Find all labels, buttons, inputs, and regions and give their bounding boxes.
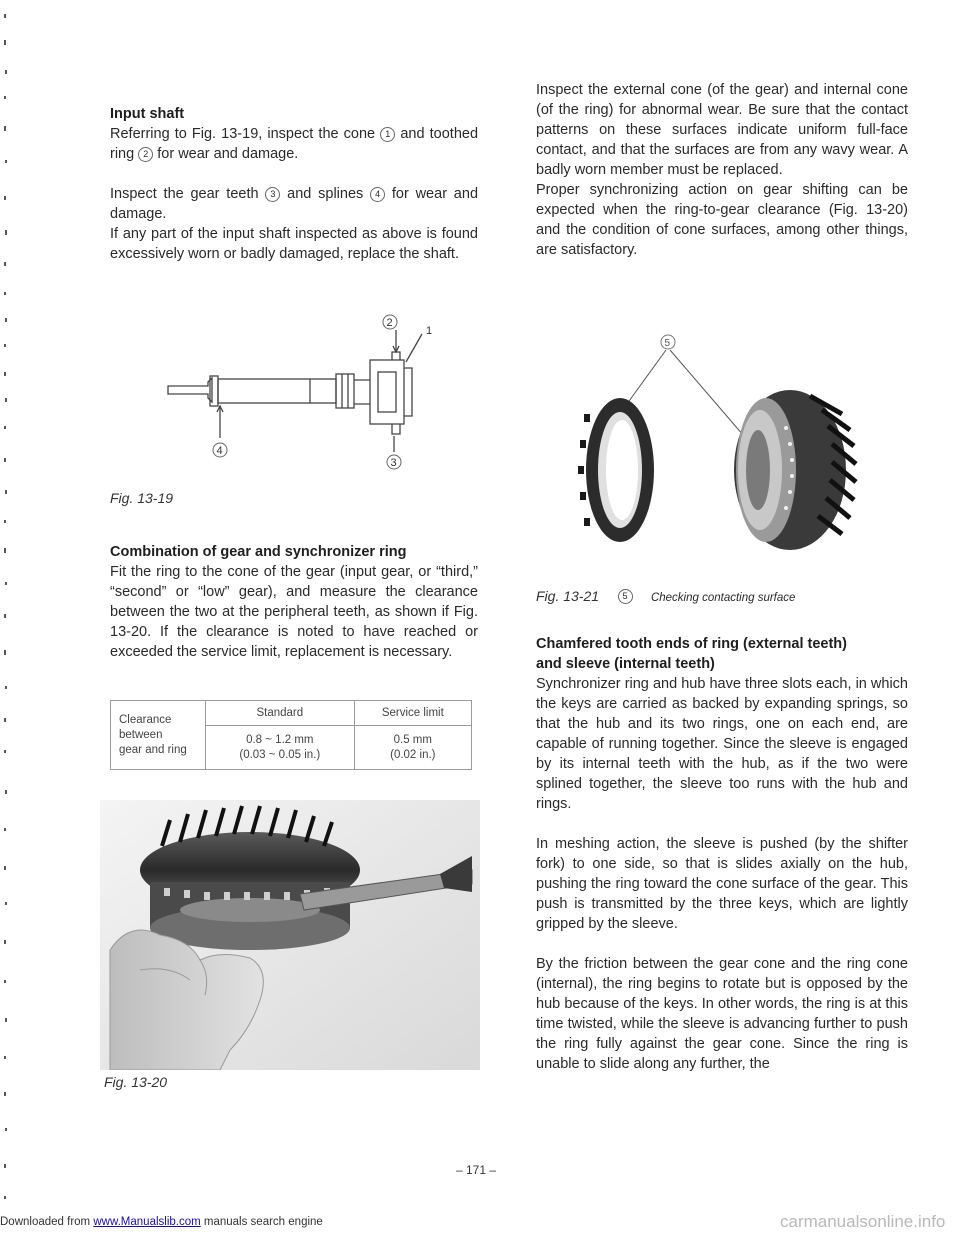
callout-1: 1	[380, 127, 395, 142]
callout-4: 4	[370, 187, 385, 202]
chamfered-section	[536, 634, 908, 1074]
fig-13-19-label-2: 2	[386, 317, 393, 329]
feeler-gauge-photo	[100, 800, 480, 1070]
inspect-paragraph: Inspect the external cone (of the gear) and internal cone (of the ring) for abnormal wear. Be sure that the contact patterns on these surfaces indicate uniform full-face contact, and that the surfaces are from any wavy wear. A badly worn member must be replaced.	[536, 82, 908, 178]
table-header-standard: Standard	[206, 701, 355, 726]
fig-13-21-note: Checking contacting surface	[650, 592, 796, 604]
page-number: – 171 –	[456, 1163, 497, 1177]
download-footer: Downloaded from www.Manualslib.com manuals search engine	[0, 1216, 323, 1228]
scan-margin-marks	[0, 0, 12, 1242]
chamfered-paragraph-2: In meshing action, the sleeve is pushed (by the shifter fork) to one side, so that is slides axially on the hub, pushing the ring toward the cone surface of the gear. This push is transmitted by the three keys, which are lightly gripped by the sleeve.	[536, 836, 908, 932]
proper-sync-paragraph: Proper synchronizing action on gear shifting can be expected when the ring-to-gear clearance (Fig. 13-20) and the condition of cone surfaces, among other things, are satisfactory.	[536, 182, 908, 258]
fig-13-19-label-4: 4	[216, 445, 223, 457]
input-shaft-paragraph-2: Inspect the gear teeth 3 and splines 4 for wear and damage.	[110, 186, 479, 222]
input-shaft-section	[110, 104, 478, 264]
fig-13-21-caption: Fig. 13-21	[536, 588, 600, 604]
input-shaft-diagram	[160, 312, 460, 472]
combination-paragraph: Fit the ring to the cone of the gear (input gear, or “third,” “second” or “low” gear), and measure the clearance between the two at the peripheral teeth, as shown if Fig. 13-20. If the clearance is noted to have reached or exceeded the service limit, replacement is necessary.	[110, 564, 478, 660]
chamfered-paragraph-1: Synchronizer ring and hub have three slots each, in which the keys are carried as backed by expanding springs, so that the hub and its two rings, one on each end, are capable of running together. Since the sleeve is engaged by its internal teeth with the hub, as if the two were splined together, the sleeve too runs with the hub and rings.	[536, 676, 908, 812]
watermark: carmanualsonline.info	[780, 1212, 946, 1231]
fig-13-19-label-1: 1	[426, 325, 433, 337]
callout-2: 2	[138, 147, 153, 162]
input-shaft-heading: Input shaft	[110, 106, 185, 122]
fig-13-21-caption-row	[536, 588, 795, 606]
combination-heading: Combination of gear and synchronizer ring	[110, 544, 407, 560]
fig-13-21-caption-callout: 5	[618, 589, 633, 604]
fig-13-19-caption: Fig. 13-19	[110, 490, 174, 506]
clearance-spec-table	[110, 700, 472, 770]
chamfered-paragraph-3: By the friction between the gear cone and the ring cone (internal), the ring begins to rotate but is opposed by the hub because of the keys. In other words, the ring is at this time twisted, while the sleeve is advancing further to push the ring fully against the gear cone. Since the ring is unable to slide along any further, the	[536, 956, 908, 1072]
manualslib-link[interactable]: www.Manualslib.com	[93, 1216, 201, 1228]
table-row-label: Clearance between gear and ring	[111, 701, 206, 770]
chamfered-heading-line-1: Chamfered tooth ends of ring (external teeth)	[536, 636, 847, 652]
input-shaft-paragraph-3: If any part of the input shaft inspected as above is found excessively worn or badly damaged, replace the shaft.	[110, 226, 478, 262]
table-cell-standard: 0.8 ~ 1.2 mm (0.03 ~ 0.05 in.)	[206, 726, 355, 770]
combination-section	[110, 542, 478, 662]
right-intro	[536, 80, 908, 260]
gear-and-ring-photo	[560, 330, 890, 570]
table-cell-service-limit: 0.5 mm (0.02 in.)	[354, 726, 471, 770]
callout-3: 3	[265, 187, 280, 202]
table-header-service-limit: Service limit	[354, 701, 471, 726]
fig-13-20-caption: Fig. 13-20	[104, 1074, 168, 1090]
fig-13-19-label-3: 3	[390, 457, 397, 469]
chamfered-heading-line-2: and sleeve (internal teeth)	[536, 656, 715, 672]
input-shaft-paragraph-1: Referring to Fig. 13-19, inspect the cone 1 and toothed ring 2 for wear and damage.	[110, 126, 479, 162]
fig-13-21-label-5: 5	[664, 338, 671, 349]
